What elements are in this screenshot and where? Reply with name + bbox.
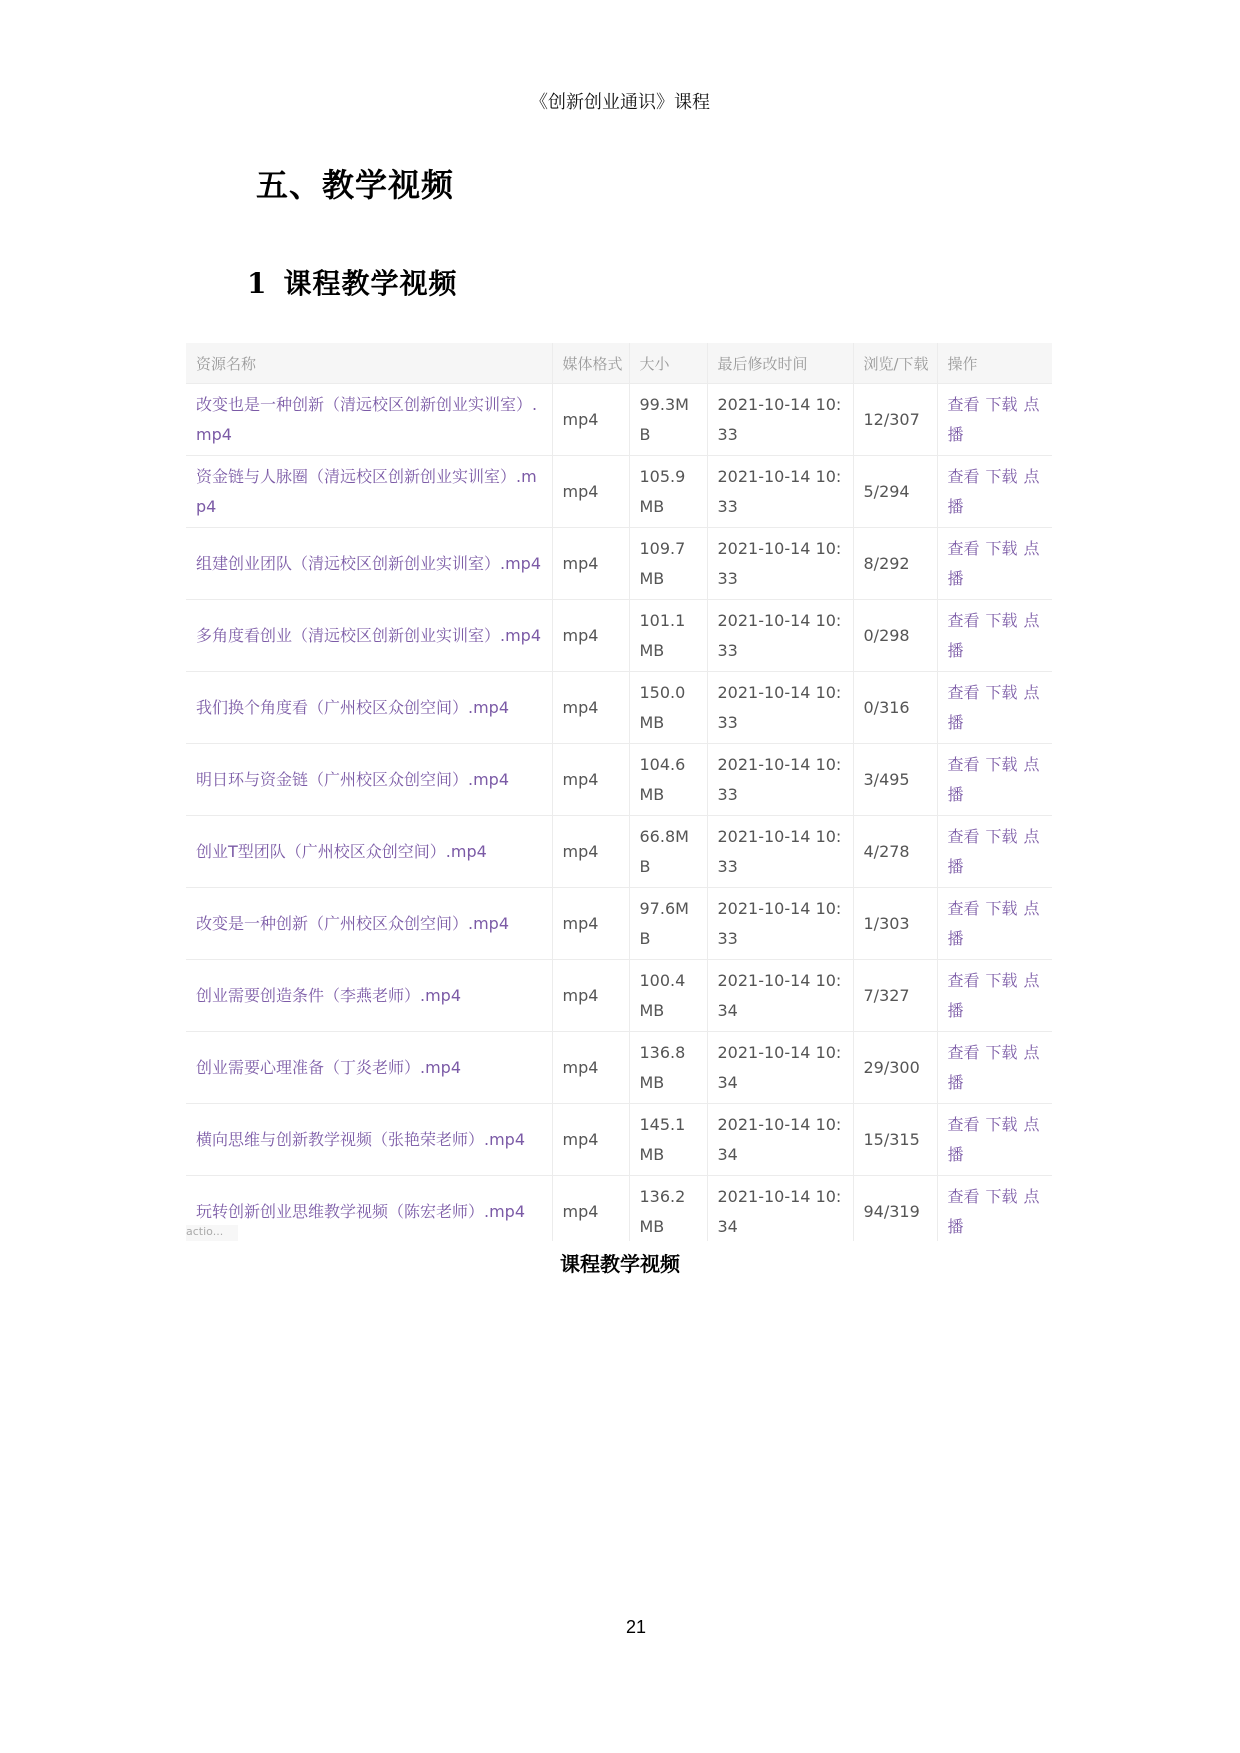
resource-name-link[interactable]: 玩转创新创业思维教学视频（陈宏老师）.mp4 <box>186 1176 552 1242</box>
view-download-count: 29/300 <box>853 1032 937 1104</box>
play-link[interactable]: 点播 <box>947 1042 1040 1092</box>
sub-title <box>247 262 458 302</box>
file-size: 104.6MB <box>629 744 707 816</box>
resource-table <box>186 343 1052 1241</box>
view-link[interactable]: 查看 <box>947 826 980 846</box>
play-link[interactable]: 点播 <box>947 394 1040 444</box>
play-link[interactable]: 点播 <box>947 898 1040 948</box>
table-row <box>186 1176 1052 1242</box>
media-format: mp4 <box>552 744 629 816</box>
download-link[interactable]: 下载 <box>985 754 1018 774</box>
media-format: mp4 <box>552 1032 629 1104</box>
modified-time: 2021-10-14 10:34 <box>707 960 853 1032</box>
running-header: 《创新创业通识》课程 <box>530 92 710 113</box>
view-link[interactable]: 查看 <box>947 1042 980 1062</box>
modified-time: 2021-10-14 10:33 <box>707 600 853 672</box>
resource-name-link[interactable]: 明日环与资金链（广州校区众创空间）.mp4 <box>186 744 552 816</box>
modified-time: 2021-10-14 10:34 <box>707 1176 853 1242</box>
view-download-count: 15/315 <box>853 1104 937 1176</box>
view-download-count: 0/316 <box>853 672 937 744</box>
row-actions <box>937 1104 1052 1176</box>
modified-time: 2021-10-14 10:33 <box>707 384 853 456</box>
header-name: 资源名称 <box>186 343 552 384</box>
view-link[interactable]: 查看 <box>947 610 980 630</box>
modified-time: 2021-10-14 10:33 <box>707 816 853 888</box>
row-actions <box>937 672 1052 744</box>
modified-time: 2021-10-14 10:33 <box>707 528 853 600</box>
play-link[interactable]: 点播 <box>947 970 1040 1020</box>
play-link[interactable]: 点播 <box>947 682 1040 732</box>
modified-time: 2021-10-14 10:33 <box>707 456 853 528</box>
file-size: 101.1MB <box>629 600 707 672</box>
view-download-count: 0/298 <box>853 600 937 672</box>
truncated-label: actio... <box>186 1225 238 1241</box>
row-actions <box>937 888 1052 960</box>
view-link[interactable]: 查看 <box>947 898 980 918</box>
media-format: mp4 <box>552 384 629 456</box>
download-link[interactable]: 下载 <box>985 1042 1018 1062</box>
media-format: mp4 <box>552 1104 629 1176</box>
resource-name-link[interactable]: 组建创业团队（清远校区创新创业实训室）.mp4 <box>186 528 552 600</box>
resource-table-screenshot <box>186 343 1052 1241</box>
play-link[interactable]: 点播 <box>947 466 1040 516</box>
modified-time: 2021-10-14 10:33 <box>707 744 853 816</box>
sub-title-text: 课程教学视频 <box>283 267 458 300</box>
resource-name-link[interactable]: 我们换个角度看（广州校区众创空间）.mp4 <box>186 672 552 744</box>
file-size: 145.1MB <box>629 1104 707 1176</box>
view-link[interactable]: 查看 <box>947 394 980 414</box>
table-body <box>186 384 1052 1242</box>
resource-name-link[interactable]: 多角度看创业（清远校区创新创业实训室）.mp4 <box>186 600 552 672</box>
download-link[interactable]: 下载 <box>985 826 1018 846</box>
modified-time: 2021-10-14 10:33 <box>707 672 853 744</box>
media-format: mp4 <box>552 456 629 528</box>
file-size: 136.8MB <box>629 1032 707 1104</box>
download-link[interactable]: 下载 <box>985 898 1018 918</box>
row-actions <box>937 816 1052 888</box>
media-format: mp4 <box>552 672 629 744</box>
row-actions <box>937 1032 1052 1104</box>
resource-name-link[interactable]: 创业需要心理准备（丁炎老师）.mp4 <box>186 1032 552 1104</box>
modified-time: 2021-10-14 10:34 <box>707 1104 853 1176</box>
row-actions <box>937 456 1052 528</box>
download-link[interactable]: 下载 <box>985 538 1018 558</box>
table-row <box>186 384 1052 456</box>
file-size: 136.2MB <box>629 1176 707 1242</box>
play-link[interactable]: 点播 <box>947 538 1040 588</box>
page-number: 21 <box>625 1617 647 1637</box>
view-link[interactable]: 查看 <box>947 970 980 990</box>
resource-name-link[interactable]: 横向思维与创新教学视频（张艳荣老师）.mp4 <box>186 1104 552 1176</box>
row-actions <box>937 744 1052 816</box>
resource-name-link[interactable]: 创业需要创造条件（李燕老师）.mp4 <box>186 960 552 1032</box>
view-download-count: 12/307 <box>853 384 937 456</box>
table-row <box>186 888 1052 960</box>
download-link[interactable]: 下载 <box>985 1114 1018 1134</box>
media-format: mp4 <box>552 816 629 888</box>
play-link[interactable]: 点播 <box>947 826 1040 876</box>
view-link[interactable]: 查看 <box>947 754 980 774</box>
view-download-count: 4/278 <box>853 816 937 888</box>
view-link[interactable]: 查看 <box>947 1114 980 1134</box>
view-download-count: 94/319 <box>853 1176 937 1242</box>
row-actions <box>937 1176 1052 1242</box>
figure-caption: 课程教学视频 <box>560 1252 680 1276</box>
table-header-row <box>186 343 1052 384</box>
play-link[interactable]: 点播 <box>947 610 1040 660</box>
file-size: 97.6MB <box>629 888 707 960</box>
download-link[interactable]: 下载 <box>985 394 1018 414</box>
modified-time: 2021-10-14 10:34 <box>707 1032 853 1104</box>
table-row <box>186 672 1052 744</box>
view-download-count: 3/495 <box>853 744 937 816</box>
header-modified: 最后修改时间 <box>707 343 853 384</box>
header-views: 浏览/下载 <box>853 343 937 384</box>
file-size: 66.8MB <box>629 816 707 888</box>
table-row <box>186 528 1052 600</box>
table-row <box>186 1032 1052 1104</box>
resource-name-link[interactable]: 创业T型团队（广州校区众创空间）.mp4 <box>186 816 552 888</box>
file-size: 99.3MB <box>629 384 707 456</box>
download-link[interactable]: 下载 <box>985 466 1018 486</box>
view-download-count: 8/292 <box>853 528 937 600</box>
download-link[interactable]: 下载 <box>985 970 1018 990</box>
download-link[interactable]: 下载 <box>985 610 1018 630</box>
header-actions: 操作 <box>937 343 1052 384</box>
file-size: 109.7MB <box>629 528 707 600</box>
view-link[interactable]: 查看 <box>947 538 980 558</box>
view-link[interactable]: 查看 <box>947 1186 980 1206</box>
play-link[interactable]: 点播 <box>947 754 1040 804</box>
media-format: mp4 <box>552 888 629 960</box>
table-row <box>186 456 1052 528</box>
view-download-count: 1/303 <box>853 888 937 960</box>
table-row <box>186 744 1052 816</box>
play-link[interactable]: 点播 <box>947 1114 1040 1164</box>
download-link[interactable]: 下载 <box>985 682 1018 702</box>
view-download-count: 7/327 <box>853 960 937 1032</box>
view-link[interactable]: 查看 <box>947 682 980 702</box>
view-link[interactable]: 查看 <box>947 466 980 486</box>
file-size: 150.0MB <box>629 672 707 744</box>
resource-name-link[interactable]: 改变是一种创新（广州校区众创空间）.mp4 <box>186 888 552 960</box>
table-row <box>186 816 1052 888</box>
media-format: mp4 <box>552 1176 629 1242</box>
table-row <box>186 1104 1052 1176</box>
sub-title-number: 1 <box>247 267 268 300</box>
section-title: 五、教学视频 <box>256 166 455 204</box>
header-format: 媒体格式 <box>552 343 629 384</box>
row-actions <box>937 384 1052 456</box>
file-size: 105.9MB <box>629 456 707 528</box>
resource-name-link[interactable]: 改变也是一种创新（清远校区创新创业实训室）.mp4 <box>186 384 552 456</box>
media-format: mp4 <box>552 960 629 1032</box>
modified-time: 2021-10-14 10:33 <box>707 888 853 960</box>
download-link[interactable]: 下载 <box>985 1186 1018 1206</box>
file-size: 100.4MB <box>629 960 707 1032</box>
media-format: mp4 <box>552 600 629 672</box>
resource-name-link[interactable]: 资金链与人脉圈（清远校区创新创业实训室）.mp4 <box>186 456 552 528</box>
header-size: 大小 <box>629 343 707 384</box>
row-actions <box>937 600 1052 672</box>
media-format: mp4 <box>552 528 629 600</box>
table-row <box>186 600 1052 672</box>
view-download-count: 5/294 <box>853 456 937 528</box>
play-link[interactable]: 点播 <box>947 1186 1040 1236</box>
table-row <box>186 960 1052 1032</box>
row-actions <box>937 960 1052 1032</box>
row-actions <box>937 528 1052 600</box>
